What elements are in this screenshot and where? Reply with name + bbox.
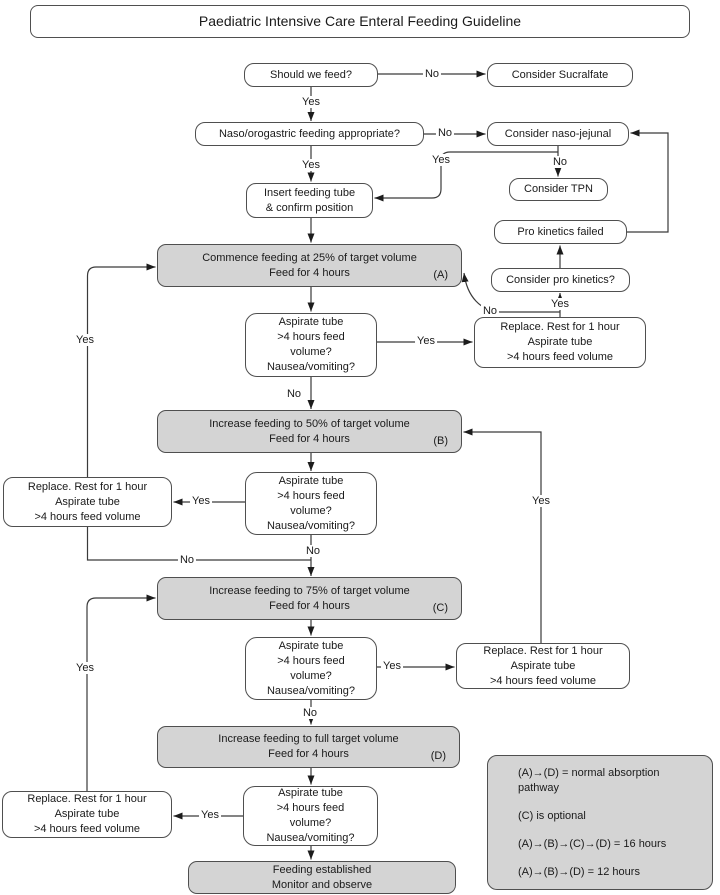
node-insert-feeding-tube bbox=[246, 183, 373, 218]
node-consider-tpn-label: Consider TPN bbox=[524, 183, 593, 195]
aspirate-1-line1: Aspirate tube bbox=[278, 316, 344, 328]
node-insert-tube-line1: Insert feeding tube bbox=[263, 186, 356, 199]
node-consider-sucralfate bbox=[487, 63, 633, 87]
replace-c-line1: Replace. Rest for 1 hour bbox=[483, 644, 603, 657]
edge-label-yes-8: Yes bbox=[532, 495, 550, 507]
replace-c-line3: >4 hours feed volume bbox=[489, 674, 597, 687]
node-should-we-feed-label: Should we feed? bbox=[270, 68, 352, 81]
stage-b-tag: (B) bbox=[433, 435, 448, 447]
stage-b-line2: Feed for 4 hours bbox=[269, 432, 350, 445]
edge-label-no-7: No bbox=[305, 545, 321, 557]
page-title-box bbox=[30, 5, 690, 38]
stage-d-line2: Feed for 4 hours bbox=[268, 748, 349, 760]
aspirate-3-line3: volume? bbox=[290, 669, 332, 682]
edge-replace-d-yes-up bbox=[87, 598, 156, 791]
node-naso-orogastric-label: Naso/orogastric feeding appropriate? bbox=[218, 127, 400, 140]
node-stage-b bbox=[157, 410, 462, 453]
aspirate-2-line1: Aspirate tube bbox=[278, 474, 344, 487]
edge-label-yes-2: Yes bbox=[302, 159, 320, 171]
legend-item-1: (A)→(D) = normal absorption pathway bbox=[518, 766, 660, 794]
edge-replace-c-yes-up bbox=[464, 432, 542, 643]
edge-label-no-3: No bbox=[552, 156, 568, 168]
aspirate-2-line4: Nausea/vomiting? bbox=[266, 519, 356, 532]
node-aspirate-check-2 bbox=[245, 472, 377, 535]
stage-b-line1: Increase feeding to 50% of target volume bbox=[209, 417, 410, 430]
node-consider-naso-jejunal bbox=[487, 122, 629, 146]
aspirate-2-line3: volume? bbox=[290, 504, 332, 517]
aspirate-1-line4: Nausea/vomiting? bbox=[266, 361, 356, 373]
edge-label-no-4: No bbox=[286, 388, 302, 400]
node-replace-rest-b bbox=[3, 477, 172, 527]
node-insert-tube-line2: & confirm position bbox=[265, 201, 354, 214]
edge-label-yes-3: Yes bbox=[432, 154, 450, 166]
edge-label-yes-6: Yes bbox=[192, 495, 210, 507]
node-aspirate-check-4 bbox=[243, 786, 378, 846]
node-pro-kinetics-failed bbox=[494, 220, 627, 244]
stage-d-line1: Increase feeding to full target volume bbox=[218, 733, 399, 745]
node-consider-pro-kinetics-label: Consider pro kinetics? bbox=[506, 273, 615, 286]
replace-b-line2: Aspirate tube bbox=[55, 495, 120, 508]
edge-label-no-8: No bbox=[302, 707, 318, 719]
node-consider-pro-kinetics bbox=[491, 268, 630, 292]
edge-label-yes-5: Yes bbox=[551, 298, 569, 310]
node-naso-orogastric bbox=[195, 122, 424, 146]
node-replace-rest-c bbox=[456, 643, 630, 689]
legend-item-2: (C) is optional bbox=[518, 809, 586, 822]
replace-c-line2: Aspirate tube bbox=[510, 659, 576, 672]
replace-d-line1: Replace. Rest for 1 hour bbox=[27, 793, 147, 805]
replace-a-line1: Replace. Rest for 1 hour bbox=[500, 321, 620, 333]
node-replace-rest-a bbox=[474, 317, 646, 368]
aspirate-4-line2: >4 hours feed bbox=[276, 802, 345, 814]
edge-label-no-2: No bbox=[437, 127, 453, 139]
node-consider-naso-jejunal-label: Consider naso-jejunal bbox=[504, 127, 612, 140]
edge-label-no-1: No bbox=[424, 68, 440, 80]
edge-label-yes-7: Yes bbox=[76, 334, 94, 346]
edge-failed-loop bbox=[627, 133, 668, 232]
node-pro-kinetics-failed-label: Pro kinetics failed bbox=[517, 225, 604, 238]
stage-c-tag: (C) bbox=[432, 602, 448, 614]
node-stage-a bbox=[157, 244, 462, 287]
aspirate-2-line2: >4 hours feed bbox=[277, 489, 345, 502]
feeding-established-line2: Monitor and observe bbox=[271, 878, 373, 891]
edge-label-yes-11: Yes bbox=[201, 809, 219, 821]
stage-a-line2: Feed for 4 hours bbox=[269, 266, 350, 279]
replace-a-line3: >4 hours feed volume bbox=[506, 351, 614, 363]
edge-label-no-6: No bbox=[179, 554, 195, 566]
edge-label-yes-4: Yes bbox=[417, 335, 435, 347]
aspirate-3-line4: Nausea/vomiting? bbox=[266, 684, 356, 697]
stage-a-line1: Commence feeding at 25% of target volume bbox=[202, 251, 417, 264]
aspirate-4-line3: volume? bbox=[289, 817, 332, 829]
aspirate-4-line1: Aspirate tube bbox=[278, 787, 343, 799]
edge-label-no-5: No bbox=[482, 305, 498, 317]
legend-item-4: (A)→(B)→(D) = 12 hours bbox=[518, 865, 640, 878]
aspirate-3-line1: Aspirate tube bbox=[278, 639, 344, 652]
node-aspirate-check-3 bbox=[245, 637, 377, 700]
node-consider-tpn bbox=[509, 178, 608, 201]
replace-b-line3: >4 hours feed volume bbox=[34, 510, 141, 523]
aspirate-4-line4: Nausea/vomiting? bbox=[266, 832, 355, 844]
node-should-we-feed bbox=[244, 63, 378, 87]
stage-c-line1: Increase feeding to 75% of target volume bbox=[209, 584, 410, 597]
node-stage-c bbox=[157, 577, 462, 620]
node-stage-d bbox=[157, 726, 460, 768]
replace-d-line2: Aspirate tube bbox=[54, 808, 120, 820]
replace-a-line2: Aspirate tube bbox=[527, 336, 593, 348]
node-consider-sucralfate-label: Consider Sucralfate bbox=[511, 68, 609, 81]
aspirate-1-line3: volume? bbox=[290, 346, 332, 358]
edge-label-yes-9: Yes bbox=[383, 660, 401, 672]
legend-box bbox=[487, 755, 713, 890]
node-feeding-established bbox=[188, 861, 456, 894]
stage-d-tag: (D) bbox=[430, 750, 446, 762]
replace-b-line1: Replace. Rest for 1 hour bbox=[27, 480, 148, 493]
node-replace-rest-d bbox=[2, 791, 172, 838]
aspirate-1-line2: >4 hours feed bbox=[277, 331, 345, 343]
stage-a-tag: (A) bbox=[433, 269, 448, 281]
aspirate-3-line2: >4 hours feed bbox=[277, 654, 345, 667]
legend-item-3: (A)→(B)→(C)→(D) = 16 hours bbox=[518, 837, 667, 850]
edge-label-yes-1: Yes bbox=[302, 96, 320, 108]
edge-label-yes-10: Yes bbox=[76, 662, 94, 674]
page-title: Paediatric Intensive Care Enteral Feeding Guideline bbox=[198, 13, 522, 29]
edge-replace-b-yes-up bbox=[88, 267, 156, 477]
feeding-established-line1: Feeding established bbox=[272, 863, 372, 876]
stage-c-line2: Feed for 4 hours bbox=[269, 599, 350, 612]
node-aspirate-check-1 bbox=[245, 313, 377, 377]
replace-d-line3: >4 hours feed volume bbox=[33, 823, 141, 835]
